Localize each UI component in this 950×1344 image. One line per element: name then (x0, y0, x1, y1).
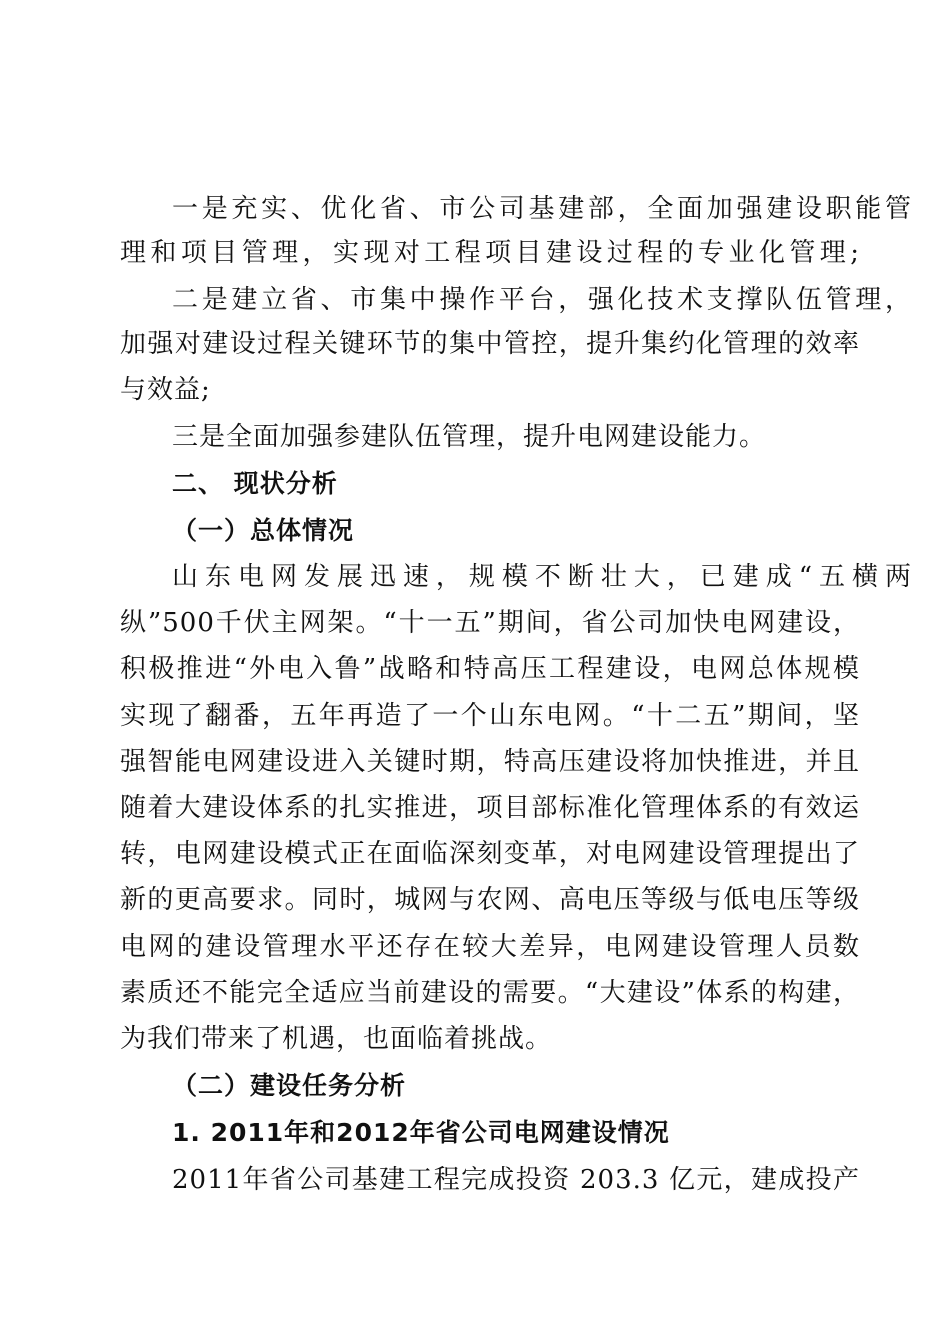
paragraph-5-line-1: 2011年省公司基建工程完成投资 203.3 亿元，建成投产 (172, 1165, 860, 1195)
paragraph-2-line-2: 加强对建设过程关键环节的集中管控，提升集约化管理的效率 (120, 329, 860, 359)
paragraph-2-line-3: 与效益; (120, 375, 211, 405)
paragraph-4-line-4: 实现了翻番，五年再造了一个山东电网。“十二五”期间，坚 (120, 701, 860, 731)
paragraph-4-line-3: 积极推进“外电入鲁”战略和特高压工程建设，电网总体规模 (120, 654, 860, 684)
paragraph-4-line-11: 为我们带来了机遇，也面临着挑战。 (120, 1024, 553, 1054)
paragraph-4-line-1: 山东电网发展迅速，规模不断壮大，已建成“五横两 (172, 562, 912, 592)
paragraph-4-line-10: 素质还不能完全适应当前建设的需要。“大建设”体系的构建， (120, 978, 860, 1008)
paragraph-4-line-2: 纵”500千伏主网架。“十一五”期间，省公司加快电网建设， (120, 608, 860, 638)
paragraph-3-line-1: 三是全面加强参建队伍管理，提升电网建设能力。 (172, 422, 767, 452)
paragraph-1-line-2: 理和项目管理，实现对工程项目建设过程的专业化管理; (120, 238, 860, 268)
subsection-heading-task-analysis: （二）建设任务分析 (172, 1071, 407, 1100)
paragraph-4-line-9: 电网的建设管理水平还存在较大差异，电网建设管理人员数 (120, 932, 860, 962)
paragraph-4-line-6: 随着大建设体系的扎实推进，项目部标准化管理体系的有效运 (120, 793, 860, 823)
subsection-heading-2011-2012: 1. 2011年和2012年省公司电网建设情况 (172, 1118, 670, 1147)
section-heading-status-analysis: 二、 现状分析 (172, 469, 338, 498)
paragraph-1-line-1: 一是充实、优化省、市公司基建部，全面加强建设职能管 (172, 194, 912, 224)
paragraph-2-line-1: 二是建立省、市集中操作平台，强化技术支撑队伍管理， (172, 285, 912, 315)
subsection-heading-overall: （一）总体情况 (172, 516, 355, 545)
paragraph-4-line-7: 转，电网建设模式正在面临深刻变革，对电网建设管理提出了 (120, 839, 860, 869)
paragraph-4-line-5: 强智能电网建设进入关键时期，特高压建设将加快推进，并且 (120, 747, 860, 777)
paragraph-4-line-8: 新的更高要求。同时，城网与农网、高电压等级与低电压等级 (120, 885, 860, 915)
